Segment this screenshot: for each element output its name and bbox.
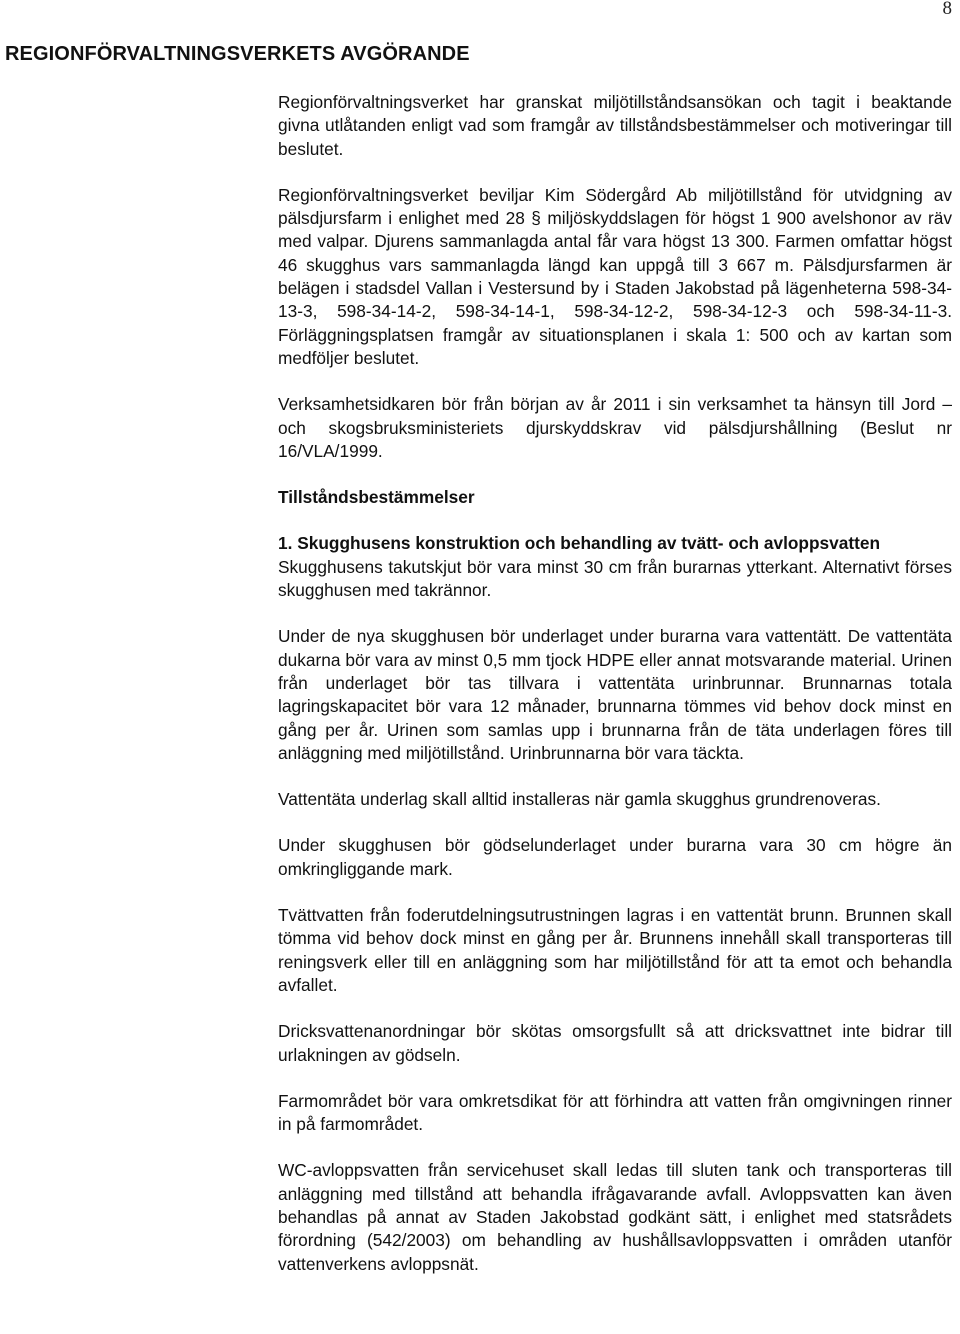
document-body <box>278 91 952 1276</box>
paragraph-waterproof-base: Under de nya skugghusen bör underlaget under burarna vara vattentätt. De vattentäta dukarna bör vara av minst 0,5 mm tjock HDPE eller annat motsvarande material. Urinen från underlaget bör tas tillvara i vattentäta urinbrunnar. Brunnarnas totala lagringskapacitet bör vara 12 månader, brunnarna tömmes vid behov dock minst en gång per år. Urinen som samlas upp i brunnarna från de täta underlagen föres till anläggning med miljötillstånd. Urinbrunnarna bör vara täckta. <box>278 626 952 763</box>
paragraph-wash-water: Tvättvatten från foderutdelningsutrustningen lagras i en vattentät brunn. Brunnen skall tömma vid behov dock minst en gång per år. Brunnens innehåll skall transporteras till reningsverk eller till en anläggning som har miljötillstånd för att ta emot och behandla avfallet. <box>278 905 952 995</box>
paragraph-ditching: Farmområdet bör vara omkretsdikat för att förhindra att vatten från omgivningen rinner in på farmområdet. <box>278 1090 952 1135</box>
paragraph-roof-overhang: Skugghusens takutskjut bör vara minst 30 cm från burarnas ytterkant. Alternativt förses skugghusen med takrännor. <box>278 556 952 601</box>
page-heading: REGIONFÖRVALTNINGSVERKETS AVGÖRANDE <box>5 43 470 65</box>
page-number: 8 <box>942 0 952 19</box>
animal-count-text: Djurens sammanlagda antal får vara högst 13 300. Farmen omfattar högst 46 skugghus vars sammanlagda längd kan uppgå till 3 667 m. <box>278 231 953 275</box>
paragraph-permit-grant <box>278 184 952 370</box>
section-title: Tillståndsbestämmelser <box>278 487 475 508</box>
paragraph-drinking-water: Dricksvattenanordningar bör skötas omsorgsfullt så att dricksvattnet inte bidrar till urlakningen av gödseln. <box>278 1021 952 1065</box>
farm-location-text: Pälsdjursfarmen är belägen i stadsdel Vallan i Vestersund by i Staden Jakobstad på lägenheterna 598-34-13-3, 598-34-14-2, 598-34-14-1, 598-34-12-2, 598-34-12-3 och 598-34-11-3. Förläggningsplatsen framgår av situationsplanen i skala 1: 500 och av kartan som medföljer beslutet. <box>278 254 952 368</box>
paragraph-review: Regionförvaltningsverket har granskat miljötillståndsansökan och tagit i beaktande givna utlåtanden enligt vad som framgår av tillståndsbestämmelser och motiveringar till beslutet. <box>278 92 952 159</box>
paragraph-renovation: Vattentäta underlag skall alltid installeras när gamla skugghus grundrenoveras. <box>278 789 881 810</box>
permit-grant-text: Regionförvaltningsverket beviljar Kim Södergård Ab miljötillstånd för utvidgning av pälsdjursfarm i enlighet med 28 § miljöskyddslagen för högst 1 900 avelshonor av räv med valpar. <box>278 184 952 252</box>
paragraph-wc-wastewater: WC-avloppsvatten från servicehuset skall ledas till sluten tank och transporteras till anläggning med tillstånd att behandla ifrågavarande avfall. Avloppsvatten kan även behandlas på annat av Staden Jakobstad godkänt sätt, i enlighet med statsrådets förordning (542/2003) om behandling av hushållsavloppsvatten i områden utanför vattenverkens avloppsnät. <box>278 1160 952 1274</box>
paragraph-animal-welfare: Verksamhetsidkaren bör från början av år 2011 i sin verksamhet ta hänsyn till Jord – och skogsbruksministeriets djurskyddskrav vid pälsdjurshållning (Beslut nr 16/VLA/1999. <box>278 394 952 461</box>
subsection-title: 1. Skugghusens konstruktion och behandling av tvätt- och avloppsvatten <box>278 533 881 554</box>
paragraph-manure-base: Under skugghusen bör gödselunderlaget under burarna vara 30 cm högre än omkringliggande mark. <box>278 835 952 879</box>
